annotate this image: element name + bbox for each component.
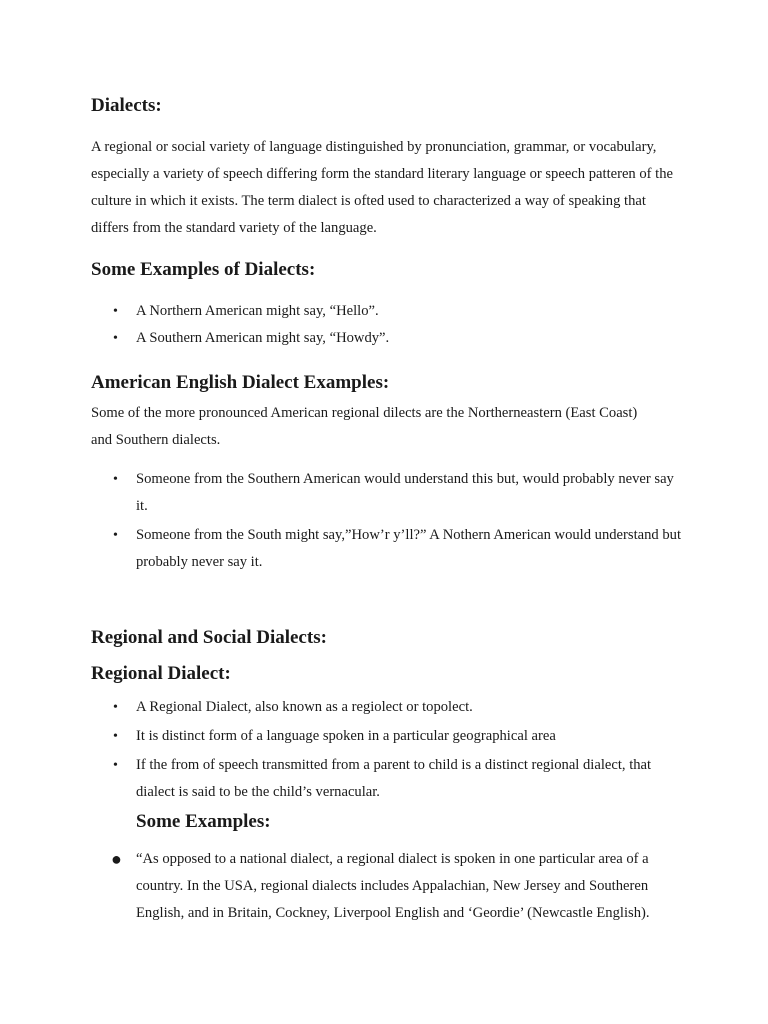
list-item-text: It is distinct form of a language spoken in a particular geographical area (136, 728, 556, 744)
american-examples-list (91, 466, 681, 576)
bullet-icon: • (113, 700, 118, 715)
list-item (91, 846, 681, 927)
examples-list (91, 298, 681, 352)
bullet-icon: • (113, 331, 118, 346)
list-item (91, 298, 681, 325)
bullet-icon: • (113, 758, 118, 773)
list-item (91, 694, 681, 721)
list-item-text: If the from of speech transmitted from a parent to child is a distinct regional dialect, that dialect is said to be the child’s vernacular. (136, 757, 652, 800)
list-item (91, 752, 681, 806)
heading-dialects: Dialects: (91, 95, 162, 116)
heading-american-english-dialect-examples: American English Dialect Examples: (91, 372, 390, 393)
list-item (91, 723, 681, 750)
list-item (91, 325, 681, 352)
list-item-text: Someone from the Southern American would understand this but, would probably never say it. (136, 471, 674, 514)
intro-paragraph: A regional or social variety of language distinguished by pronunciation, grammar, or vocabulary, especially a variety of speech differing form the standard literary language or speech patteren of the culture in which it exists. The term dialect is ofted used to characterized a way of speaking that differs from the standard variety of the language. (91, 139, 674, 236)
list-item-text: Someone from the South might say,”How’r y’ll?” A Nothern American would understand but probably never say it. (136, 527, 681, 570)
heading-regional-and-social-dialects: Regional and Social Dialects: (91, 627, 327, 648)
bullet-icon: • (113, 729, 118, 744)
list-item (91, 466, 681, 520)
list-item-text: A Northern American might say, “Hello”. (136, 303, 379, 319)
list-item-text: A Southern American might say, “Howdy”. (136, 330, 390, 346)
some-examples-list (91, 846, 681, 927)
bullet-icon: • (113, 472, 118, 487)
heading-regional-dialect: Regional Dialect: (91, 663, 231, 684)
list-item (91, 522, 681, 576)
heading-some-examples: Some Examples: (136, 811, 271, 832)
list-item-text: A Regional Dialect, also known as a regiolect or topolect. (136, 699, 473, 715)
bullet-icon: • (113, 304, 118, 319)
list-item-text: “As opposed to a national dialect, a regional dialect is spoken in one particular area of a country. In the USA, regional dialects includes Appalachian, New Jersey and Southeren English, and in Britain, Cockney, Liverpool English and ‘Geordie’ (Newcastle English). (136, 851, 650, 921)
american-paragraph: Some of the more pronounced American regional dilects are the Northerneastern (East Coast) and Southern dialects. (91, 405, 638, 448)
bullet-icon: • (113, 528, 118, 543)
regional-dialect-list (91, 694, 681, 806)
heading-some-examples-of-dialects: Some Examples of Dialects: (91, 259, 316, 280)
bullet-icon: ● (111, 849, 122, 869)
